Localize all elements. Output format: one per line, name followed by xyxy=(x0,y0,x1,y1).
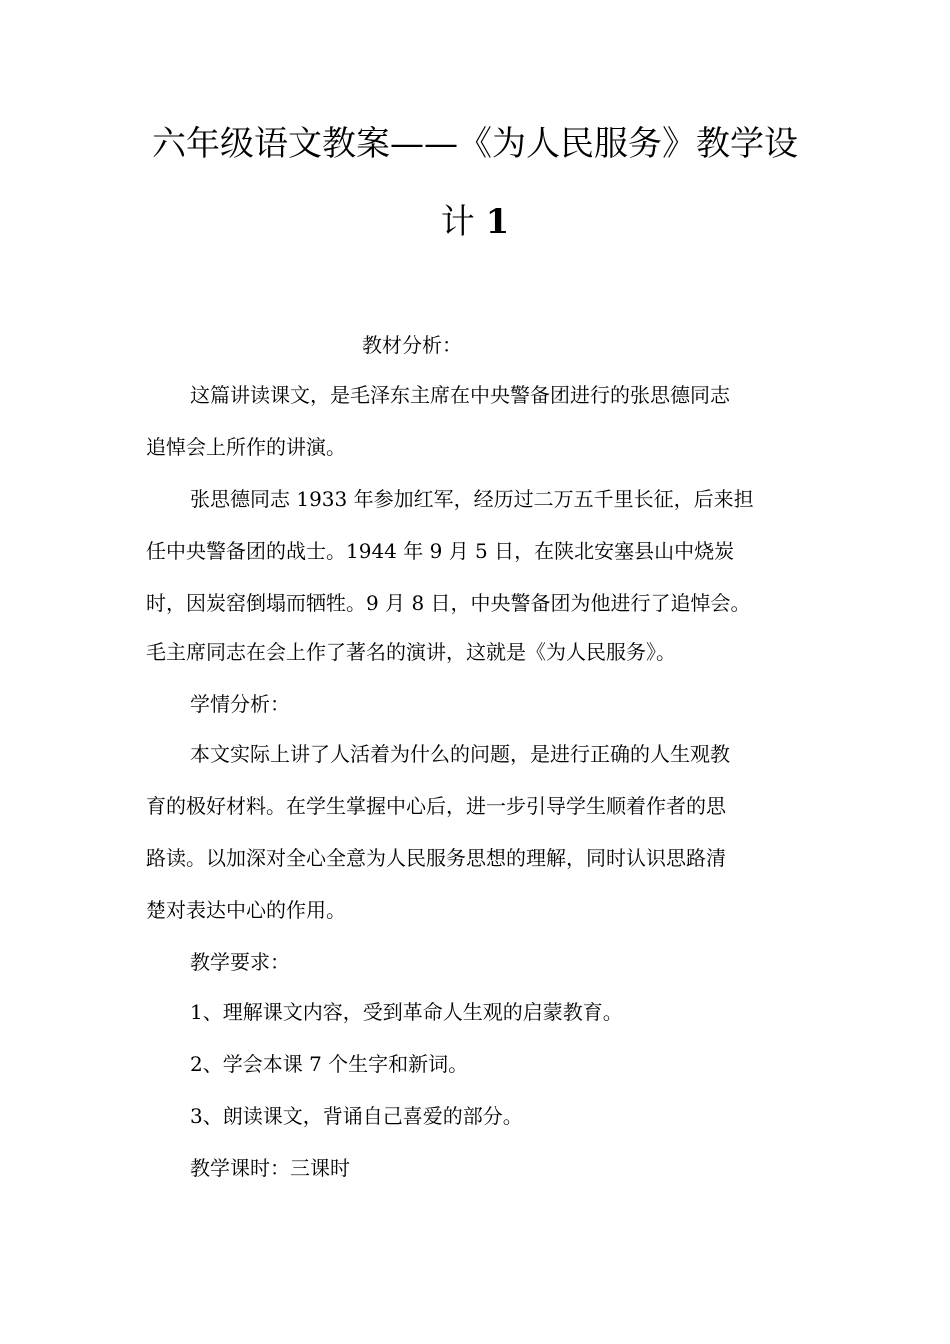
requirement-2: 2、学会本课 7 个生字和新词。 xyxy=(190,1052,469,1076)
heading-teaching-requirements: 教学要求： xyxy=(190,950,290,974)
title-text: 计 xyxy=(440,202,475,242)
para3-line-2: 育的极好材料。在学生掌握中心后，进一步引导学生顺着作者的思 xyxy=(146,794,726,818)
title-number: 1 xyxy=(485,202,510,242)
requirement-1: 1、理解课文内容，受到革命人生观的启蒙教育。 xyxy=(190,1000,623,1024)
heading-material-analysis: 教材分析： xyxy=(362,333,462,357)
para1-line-1: 这篇讲读课文，是毛泽东主席在中央警备团进行的张思德同志 xyxy=(190,383,730,407)
para1-line-2: 追悼会上所作的讲演。 xyxy=(146,435,346,459)
heading-student-analysis: 学情分析： xyxy=(190,692,290,716)
para3-line-4: 楚对表达中心的作用。 xyxy=(146,898,346,922)
para2-line-1: 张思德同志 1933 年参加红军，经历过二万五千里长征，后来担 xyxy=(190,487,754,511)
para3-line-3: 路读。以加深对全心全意为人民服务思想的理解，同时认识思路清 xyxy=(146,846,726,870)
requirement-3: 3、朗读课文，背诵自己喜爱的部分。 xyxy=(190,1104,523,1128)
document-title-line-2 xyxy=(0,202,950,242)
para2-line-2: 任中央警备团的战士。1944 年 9 月 5 日，在陕北安塞县山中烧炭 xyxy=(146,539,735,563)
class-hours: 教学课时：三课时 xyxy=(190,1156,350,1180)
document-title-line-1: 六年级语文教案——《为人民服务》教学设 xyxy=(152,124,798,164)
para3-line-1: 本文实际上讲了人活着为什么的问题，是进行正确的人生观教 xyxy=(190,742,730,766)
para2-line-3: 时，因炭窑倒塌而牺牲。9 月 8 日，中央警备团为他进行了追悼会。 xyxy=(146,591,751,615)
para2-line-4: 毛主席同志在会上作了著名的演讲，这就是《为人民服务》。 xyxy=(146,640,676,664)
